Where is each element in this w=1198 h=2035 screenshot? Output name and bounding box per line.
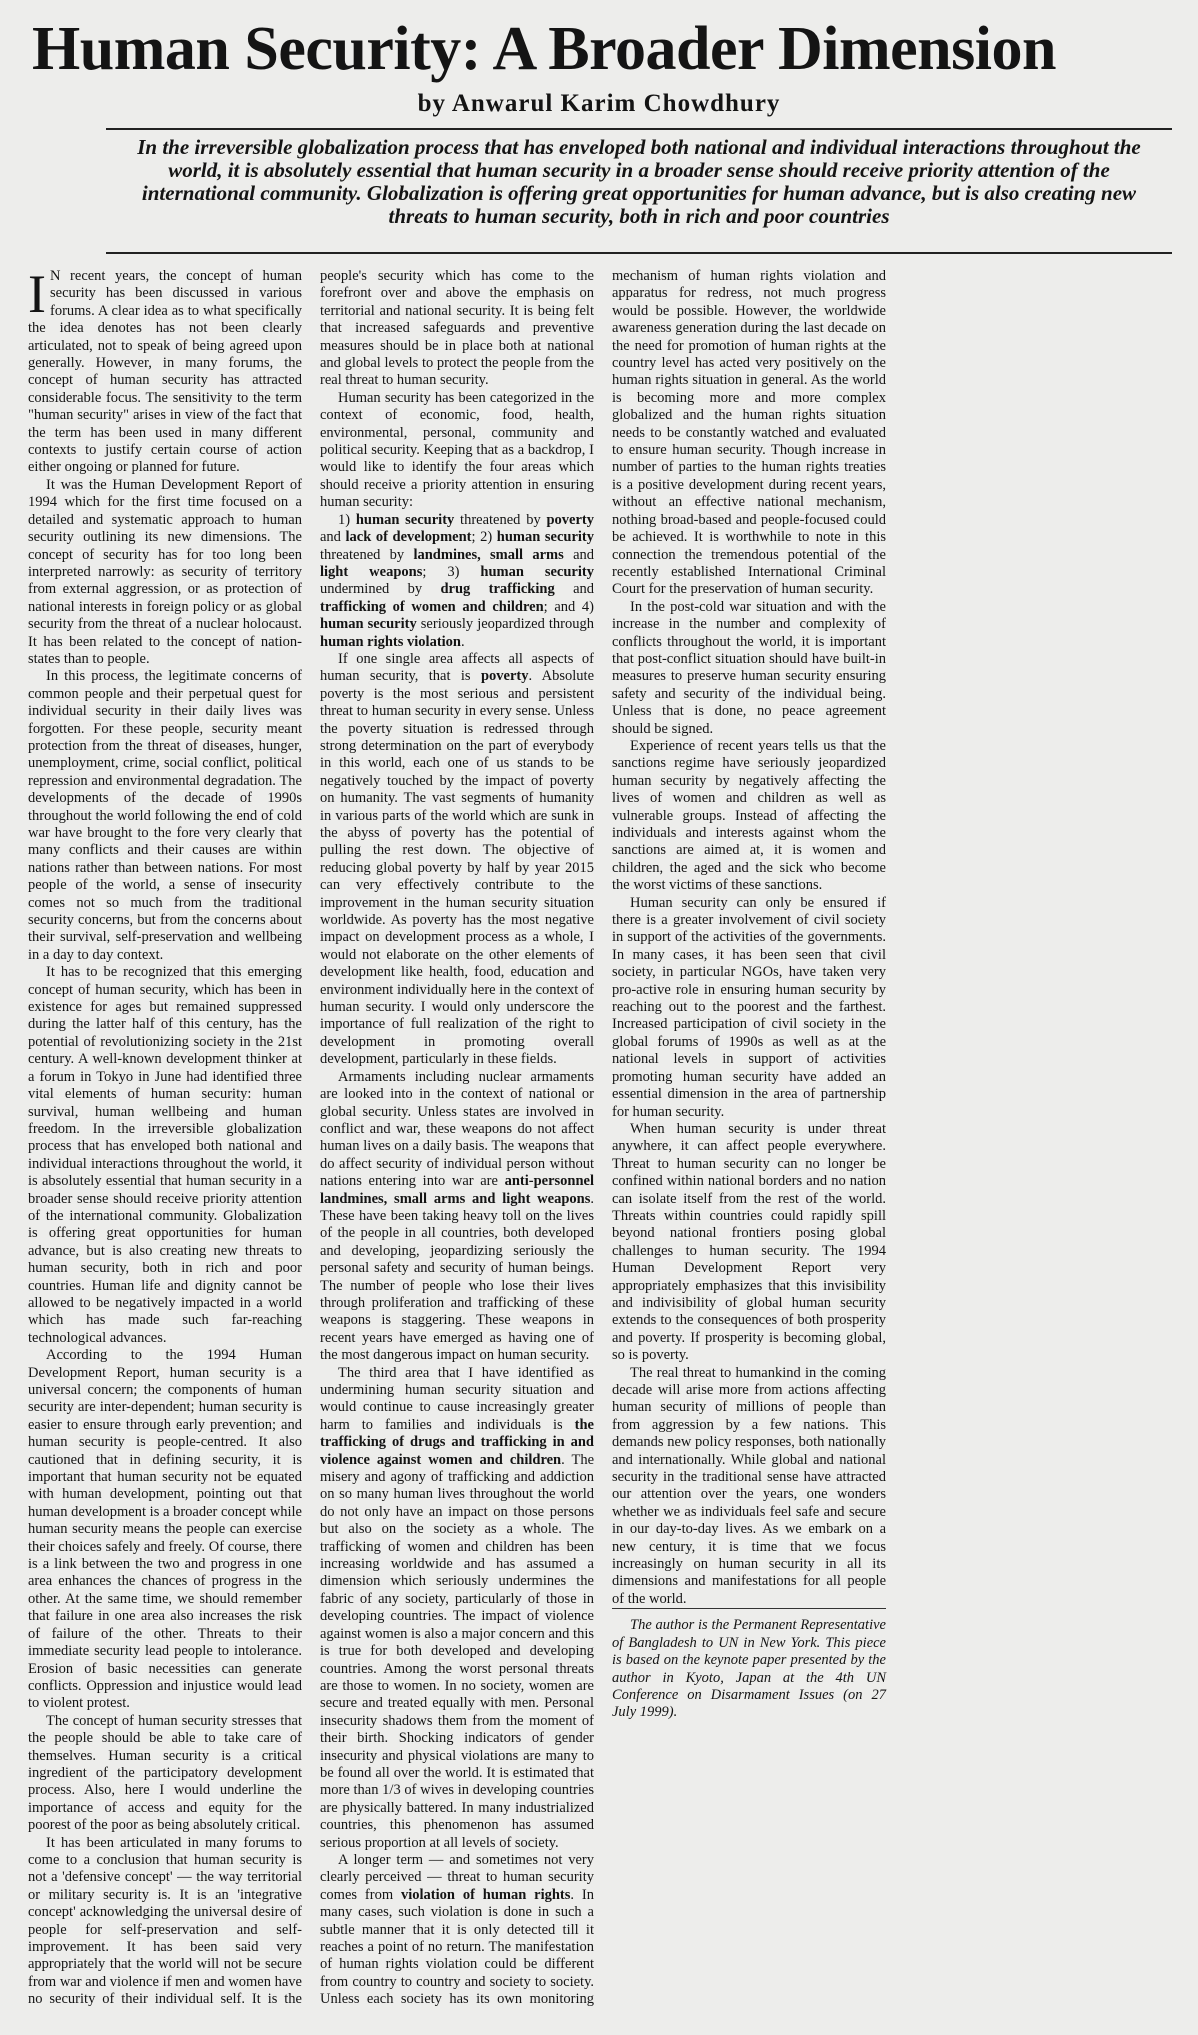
paragraph: Human security has been categorized in the context of economic, food, health, environmental, personal, community and political security. Keeping that as a backdrop, I would like to identify the four areas which should receive a priority attention in ensuring human security: [320,389,594,511]
paragraph: In this process, the legitimate concerns of common people and their perpetual quest for individual security in their daily lives was forgotten. For these people, security meant protection from the threat of diseases, hunger, unemployment, crime, social conflict, political repression and environmental degradation. The developments of the decade of 1990s throughout the world following the end of cold war have brought to the fore very clearly that many conflicts and their causes are within nations rather than between nations. For most people of the world, a sense of insecurity comes not so much from the traditional security concerns, but from the concerns about their survival, self-preservation and wellbeing in a day to day context. [28,668,302,963]
paragraph-poverty: If one single area affects all aspects of human security, that is poverty. Absolute poverty is the most serious and persistent threat to human security in every sense. Unless the poverty situation is redressed through strong determination on the part of everybody in this world, each one of us stands to be negatively touched by the impact of poverty on humanity. The vast segments of humanity in various parts of the world which are sunk in the abyss of poverty has the potential of pulling the rest down. The objective of reducing global poverty by half by year 2015 can very effectively contribute to the improvement in the human security situation worldwide. As poverty has the most negative impact on development process as a whole, I would not elaborate on the other elements of development like health, food, education and environment individually here in the context of human security. I would only underscore the importance of full realization of the right to development in promoting overall development, particularly in these fields. [320,650,595,1068]
intro-deck: In the irreversible globalization process that has enveloped both national and individual interactions throughout the world, it is absolutely essential that human security in a broader sense should receive priority attention of the international community. Globalization is offering great opportunities for human advance, but is also creating new threats to human security, both in rich and poor countries [137,135,1141,228]
priority-list: 1) human security threatened by poverty and lack of development; 2) human security threatened by landmines, small arms and light weapons; 3) human security undermined by drug trafficking and trafficking of women and children; and 4) human security seriously jeopardized through human rights violation. [320,511,595,650]
paragraph: When human security is under threat anywhere, it can affect people everywhere. Threat to human security can no longer be confined within national borders and no nation can isolate itself from the rest of the world. Threats within countries could rapidly spill beyond national frontiers posing global challenges to human security. The 1994 Human Development Report very appropriately emphasizes that this invisibility and indivisibility of global human security extends to the consequences of both prosperity and poverty. If prosperity is becoming global, so is poverty. [612,1120,886,1364]
paragraph: According to the 1994 Human Development Report, human security is a universal concern; the components of human security are inter-dependent; human security is easier to ensure through early prevention; and human security is people-centred. It also cautioned that in defining security, it is important that human security not be equated with human development, pointing out that human development is a broader concept while human security means the people can exercise their choices safely and freely. Of course, there is a link between the two and progress in one area enhances the chances of progress in the other. At the same time, we should remember that failure in one area also increases the risk of failure of the other. Threats to their immediate security lead people to intolerance. Erosion of basic necessities can generate conflicts. Oppression and injustice would lead to violent protest. [28,1347,302,1712]
paragraph: It has been articulated in many forums to come to a conclusion that human security is not a 'defensive concept' — the way territorial or military security is. It is an 'integrative concept' acknowledging the universal desire of people for self-preservation and self-improvement. It has been said very appropriately that the world will not be secure from war and violence if men and women have no security of their individual self. It is the people's security which has come to the forefront over and above the emphasis on territorial and national security. It is being felt that increased safeguards and preventive measures should be in place both at national and global levels to protect the people from the real threat to human security. [28,268,594,2008]
paragraph: It has to be recognized that this emerging concept of human security, which has been in existence for ages but remained suppressed during the latter half of this century, has the potential of revolutionizing society in the 21st century. A well-known development thinker at a forum in Tokyo in June had identified three vital elements of human security: human survival, human wellbeing and human freedom. In the irreversible globalization process that has enveloped both national and individual interactions throughout the world, it is absolutely essential that human security in a broader sense should receive priority attention of the international community. Globalization is offering great opportunities for human advance, but is also creating new threats to human security, both in rich and poor countries. Human life and dignity cannot be allowed to be negatively impacted in a world which has made such far-reaching technological advances. [28,964,302,1346]
paragraph: In the post-cold war situation and with the increase in the number and complexity of conflicts throughout the world, it is important that post-conflict situation should have built-in measures to preserve human security ensuring safety and security of the individual being. Unless that is done, no peace agreement should be signed. [612,598,886,737]
paragraph: The concept of human security stresses that the people should be able to take care of themselves. Human security is a critical ingredient of the participatory development process. Also, here I would underline the importance of access and equity for the poorest of the poor as being absolutely critical. [28,1712,302,1834]
paragraph: Experience of recent years tells us that the sanctions regime have seriously jeopardized human security by negatively affecting the lives of women and children as well as vulnerable groups. Instead of affecting the individuals and interests against whom the sanctions are aimed at, it is women and children, the aged and the sick who become the worst victims of these sanctions. [612,737,886,894]
intro-bottom-rule [106,252,1172,254]
paragraph-drugs: The third area that I have identified as undermining human security situation and would continue to cause increasingly greater harm to families and individuals is the trafficking of drugs and trafficking in and violence against women and children. The misery and agony of trafficking and addiction on so many human lives throughout the world do not only have an impact on those persons but also on the society as a whole. The trafficking of women and children has been increasing worldwide and has assumed a dimension which seriously undermines the fabric of any society, particularly of those in developing countries. The impact of violence against women is also a major concern and this is true for both developed and developing countries. Among the worst personal threats are those to women. In no society, women are secure and treated equally with men. Personal insecurity shadows them from the moment of their birth. Shocking indicators of gender insecurity and physical violations are many to be found all over the world. It is estimated that more than 1/3 of wives in developing countries are physically battered. In many industrialized countries, this phenomenon has assumed serious proportion at all levels of society. [320,1364,595,1851]
paragraph: Human security can only be ensured if there is a greater involvement of civil society in support of the activities of the governments. In many cases, it has been seen that civil society, in particular NGOs, have taken very pro-active role in ensuring human security by reaching out to the poorest and the farthest. Increased participation of civil society in the global forums of 1990s as well as at the national levels in support of activities promoting human security have added an essential dimension in the area of partnership for human security. [612,894,886,1120]
author-note: The author is the Permanent Representative of Bangladesh to UN in New York. This piece is based on the keynote paper presented by the author in Kyoto, Japan at the 4th UN Conference on Disarmament Issues (on 27 July 1999). [612,1608,886,1721]
intro-top-rule [106,128,1172,130]
article-body [28,264,1178,2018]
paragraph-rights: A longer term — and sometimes not very clearly perceived — threat to human security comes from violation of human rights. In many cases, such violation is done in such a subtle manner that it is only detected till it reaches a point of no return. The manifestation of human rights violation could be different from country to country and society to society. Unless each society has its own monitoring mechanism of human rights violation and apparatus for redress, not much progress would be possible. However, the worldwide awareness generation during the last decade on the need for promotion of human rights at the country level has acted very positively on the human rights situation in general. As the world is becoming more and more complex globalized and the human rights situation needs to be constantly watched and evaluated to ensure human security. Though increase in number of parties to the human rights treaties is a positive development during recent years, without an effective national mechanism, nothing broad-based and people-focused could be achieved. It is worthwhile to note in this connection the tremendous potential of the recently established International Criminal Court for the preservation of human security. [320,268,886,2008]
paragraph-arms: Armaments including nuclear armaments are looked into in the context of national or global security. Unless states are involved in conflict and war, these weapons do not affect human lives on a daily basis. The weapons that do affect security of individual person without nations entering into war are anti-personnel landmines, small arms and light weapons. These have been taking heavy toll on the lives of the people in all countries, both developed and developing, jeopardizing seriously the personal safety and security of human beings. The number of people who lose their lives through proliferation and trafficking of these weapons is staggering. These weapons in recent years have emerged as having one of the most dangerous impact on human security. [320,1068,594,1364]
byline: by Anwarul Karim Chowdhury [417,90,781,117]
headline: Human Security: A Broader Dimension [32,15,1056,83]
paragraph: It was the Human Development Report of 1994 which for the first time focused on a detailed and systematic approach to human security outlining its new dimensions. The concept of security has for too long been interpreted narrowly: as security of territory from external aggression, or as protection of national interests in foreign policy or as global security from the threat of a nuclear holocaust. It has been related to the concept of nation-states than to people. [28,476,302,667]
paragraph: The real threat to humankind in the coming decade will arise more from actions affecting human security of millions of people than from aggression by a few nations. This demands new policy responses, both nationally and internationally. While global and national security in the traditional sense have attracted our attention over the years, one wonders whether we as individuals feel safe and secure in our day-to-day lives. As we embark on a new century, it is time that we focus increasingly on human security in all its dimensions and manifestations for all people of the world. [612,1364,886,1607]
drop-cap: I [28,264,46,324]
paragraph: I N recent years, the concept of human security has been discussed in various forums. A clear idea as to what specifically the idea denotes has not been clearly articulated, not to speak of being agreed upon generally. However, in many forums, the concept of human security has attracted considerable focus. The sensitivity to the term "human security" arises in view of the fact that the term has been used in many different contexts to justify certain course of action either ongoing or planned for future. [28,264,302,476]
